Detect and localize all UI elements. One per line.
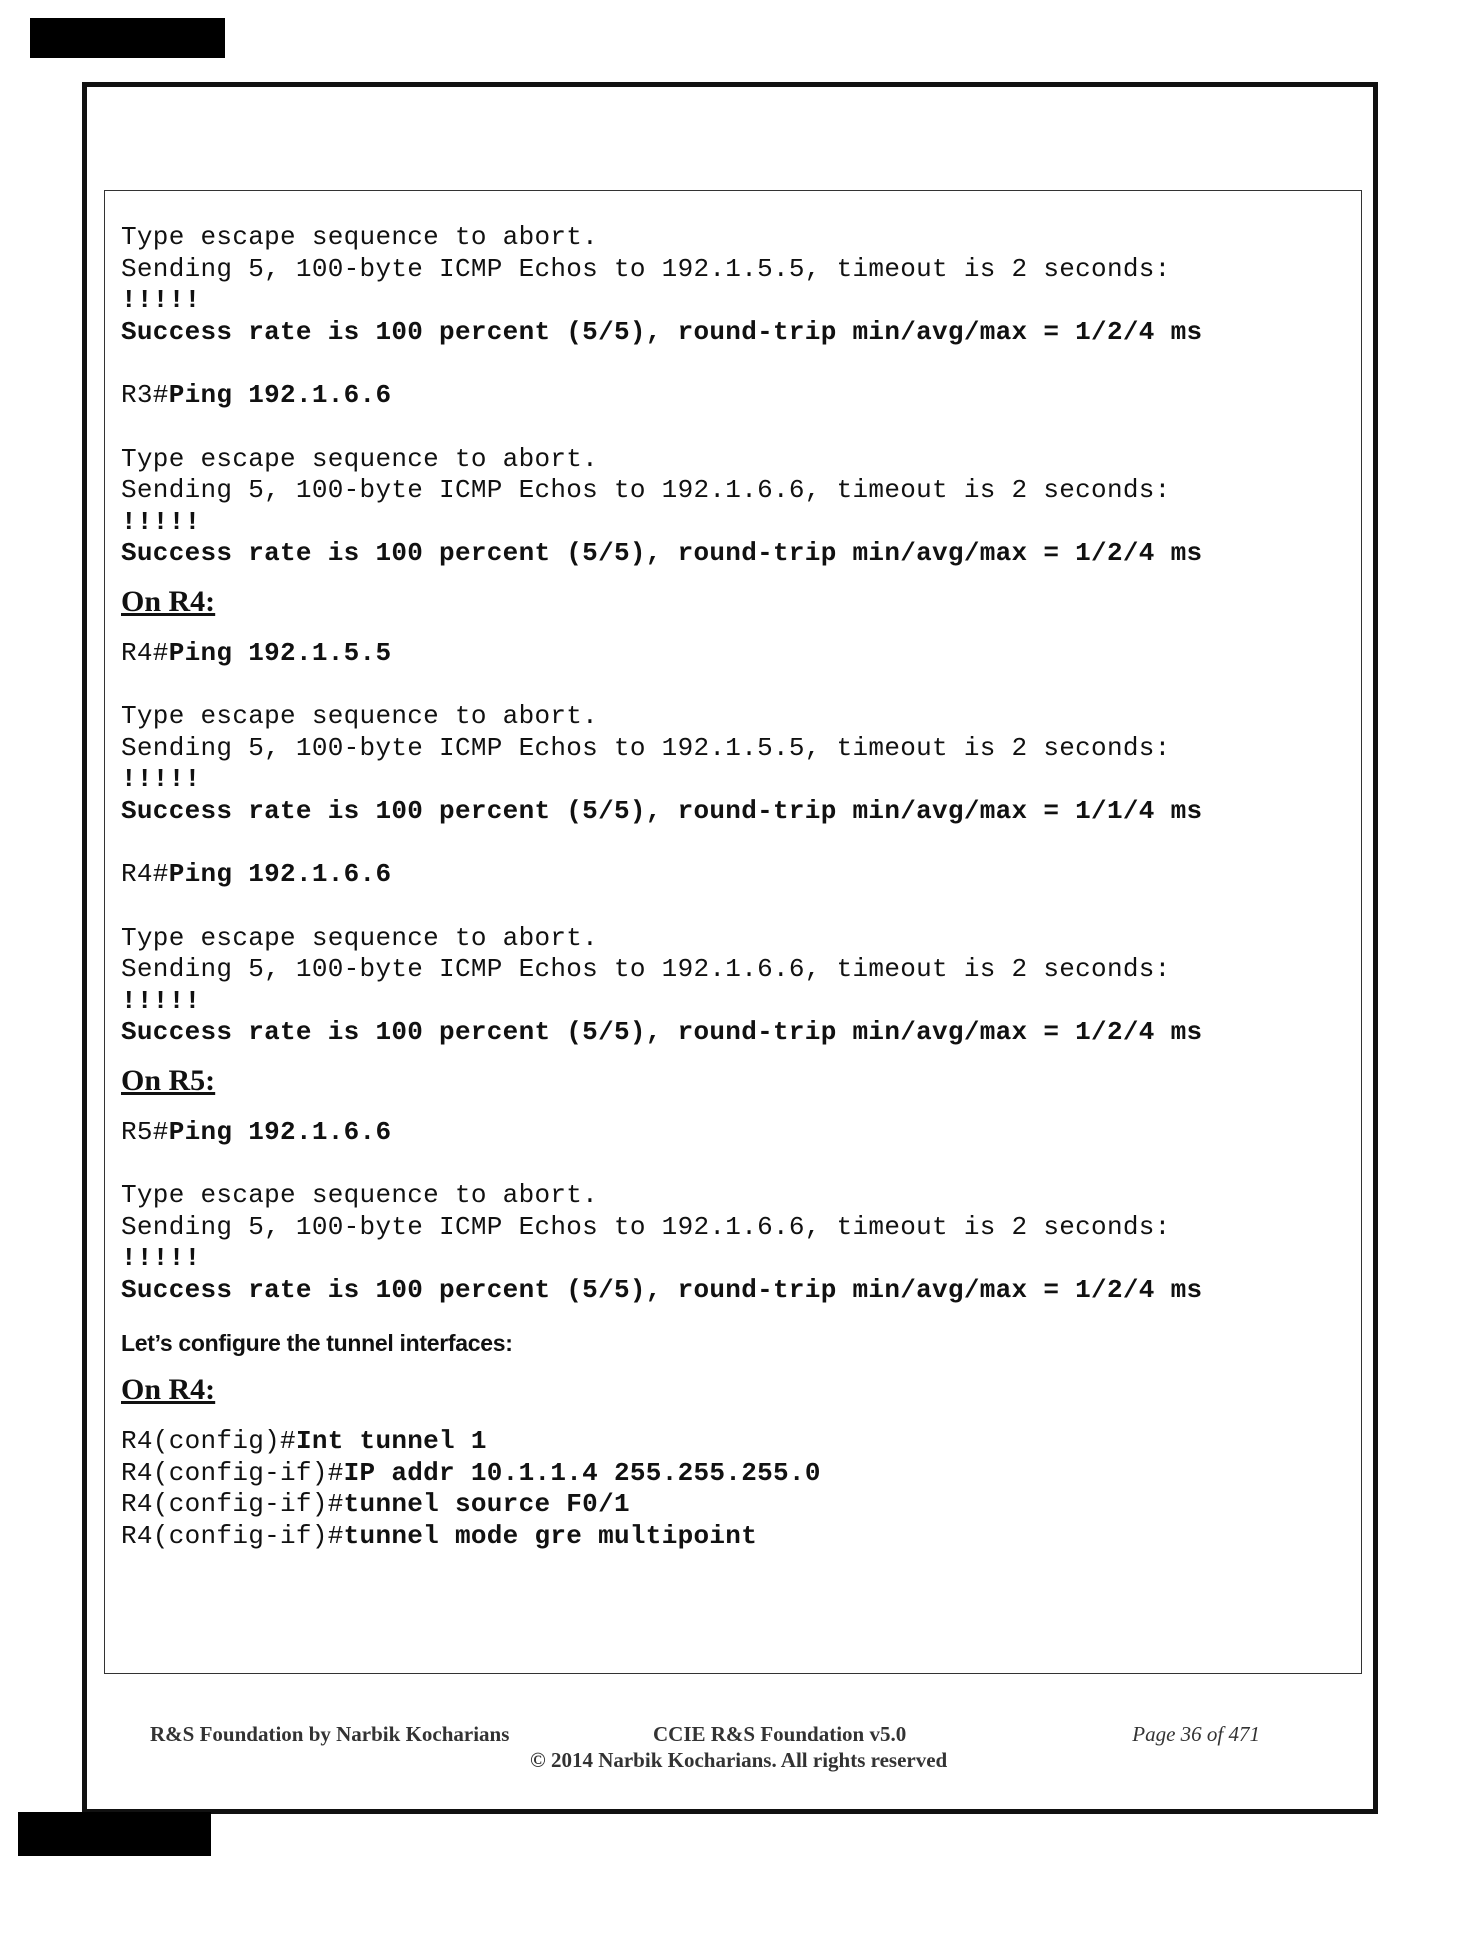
- terminal-bold-text: Int tunnel 1: [295, 1426, 487, 1456]
- terminal-prompt-text: Type escape sequence to abort.: [121, 701, 599, 731]
- terminal-prompt-text: R4(config-if)#: [121, 1520, 344, 1551]
- terminal-line: [121, 507, 1361, 539]
- terminal-line: [121, 701, 1361, 733]
- terminal-line: [121, 764, 1361, 796]
- terminal-line: [121, 1117, 1361, 1149]
- terminal-prompt-text: Sending 5, 100-byte ICMP Echos to 192.1.6.6, timeout is 2 seconds:: [121, 475, 1171, 505]
- terminal-prompt-text: Type escape sequence to abort.: [121, 443, 599, 474]
- terminal-line: [121, 1243, 1361, 1275]
- terminal-line: [121, 1212, 1361, 1244]
- footer-copyright: © 2014 Narbik Kocharians. All rights reserved: [530, 1748, 948, 1772]
- terminal-bold-text: Ping 192.1.5.5: [168, 637, 392, 668]
- terminal-bold-text: !!!!!: [121, 985, 201, 1016]
- terminal-bold-text: Ping 192.1.6.6: [168, 1116, 392, 1147]
- terminal-prompt-text: Type escape sequence to abort.: [121, 1180, 599, 1210]
- terminal-line: [121, 638, 1361, 670]
- content-box: [104, 190, 1362, 1674]
- terminal-bold-text: Success rate is 100 percent (5/5), round-trip min/avg/max = 1/2/4 ms: [121, 538, 1203, 568]
- terminal-line: [121, 954, 1361, 986]
- terminal-prompt-text: Sending 5, 100-byte ICMP Echos to 192.1.5.5, timeout is 2 seconds:: [121, 253, 1171, 284]
- terminal-prompt-text: Type escape sequence to abort.: [121, 222, 599, 252]
- footer-title: CCIE R&S Foundation v5.0: [653, 1722, 907, 1746]
- terminal-line: [121, 475, 1361, 507]
- spacer: [121, 669, 1361, 701]
- terminal-line: [121, 1521, 1361, 1553]
- terminal-line: [121, 1180, 1361, 1212]
- terminal-prompt-text: R4(config)#: [121, 1426, 296, 1456]
- terminal-bold-text: Ping 192.1.6.6: [168, 380, 392, 410]
- footer-author: R&S Foundation by Narbik Kocharians: [150, 1722, 510, 1746]
- footer-page-number: Page 36 of 471: [1132, 1722, 1260, 1746]
- terminal-bold-text: !!!!!: [121, 285, 201, 315]
- terminal-bold-text: Success rate is 100 percent (5/5), round-trip min/avg/max = 1/2/4 ms: [121, 1017, 1203, 1047]
- terminal-line: [121, 796, 1361, 828]
- terminal-bold-text: !!!!!: [121, 1243, 201, 1273]
- terminal-bold-text: !!!!!: [121, 764, 201, 794]
- terminal-prompt-text: R4#: [121, 637, 169, 668]
- section-heading: On R4:: [121, 584, 216, 618]
- terminal-line: [121, 1489, 1361, 1521]
- spacer: [121, 412, 1361, 444]
- terminal-prompt-text: R4#: [121, 859, 169, 889]
- terminal-line: [121, 254, 1361, 286]
- section-heading: On R5:: [121, 1063, 216, 1097]
- terminal-line: [121, 380, 1361, 412]
- terminal-prompt-text: R3#: [121, 380, 169, 410]
- terminal-line: [121, 986, 1361, 1018]
- terminal-line: [121, 317, 1361, 349]
- terminal-prompt-text: Sending 5, 100-byte ICMP Echos to 192.1.6.6, timeout is 2 seconds:: [121, 954, 1171, 984]
- terminal-bold-text: Success rate is 100 percent (5/5), round-trip min/avg/max = 1/2/4 ms: [121, 1274, 1203, 1305]
- terminal-line: [121, 538, 1361, 570]
- terminal-line: [121, 923, 1361, 955]
- terminal-bold-text: Ping 192.1.6.6: [168, 859, 392, 889]
- spacer: [121, 1148, 1361, 1180]
- terminal-prompt-text: R5#: [121, 1116, 169, 1147]
- terminal-bold-text: tunnel mode gre multipoint: [343, 1520, 758, 1551]
- terminal-bold-text: IP addr 10.1.1.4 255.255.255.0: [343, 1457, 821, 1488]
- redaction-block-bottom: [18, 1812, 211, 1856]
- terminal-prompt-text: R4(config-if)#: [121, 1457, 344, 1488]
- terminal-bold-text: Success rate is 100 percent (5/5), round-trip min/avg/max = 1/2/4 ms: [121, 316, 1203, 347]
- terminal-line: [121, 733, 1361, 765]
- spacer: [121, 827, 1361, 859]
- instruction-text: Let’s configure the tunnel interfaces:: [121, 1330, 513, 1356]
- terminal-line: [121, 1275, 1361, 1307]
- terminal-line: [121, 444, 1361, 476]
- page-footer: [150, 1722, 1260, 1782]
- terminal-line: [121, 859, 1361, 891]
- redaction-block-top: [30, 18, 225, 58]
- terminal-bold-text: tunnel source F0/1: [343, 1489, 630, 1519]
- terminal-line: [121, 1458, 1361, 1490]
- spacer: [121, 348, 1361, 380]
- terminal-line: [121, 1017, 1361, 1049]
- terminal-prompt-text: R4(config-if)#: [121, 1489, 344, 1519]
- terminal-bold-text: Success rate is 100 percent (5/5), round-trip min/avg/max = 1/1/4 ms: [121, 795, 1203, 826]
- terminal-prompt-text: Type escape sequence to abort.: [121, 922, 599, 953]
- terminal-bold-text: !!!!!: [121, 506, 201, 537]
- terminal-line: [121, 1426, 1361, 1458]
- terminal-line: [121, 285, 1361, 317]
- spacer: [121, 891, 1361, 923]
- terminal-line: [121, 222, 1361, 254]
- section-heading: On R4:: [121, 1373, 216, 1406]
- terminal-prompt-text: Sending 5, 100-byte ICMP Echos to 192.1.6.6, timeout is 2 seconds:: [121, 1211, 1171, 1242]
- terminal-prompt-text: Sending 5, 100-byte ICMP Echos to 192.1.5.5, timeout is 2 seconds:: [121, 732, 1171, 763]
